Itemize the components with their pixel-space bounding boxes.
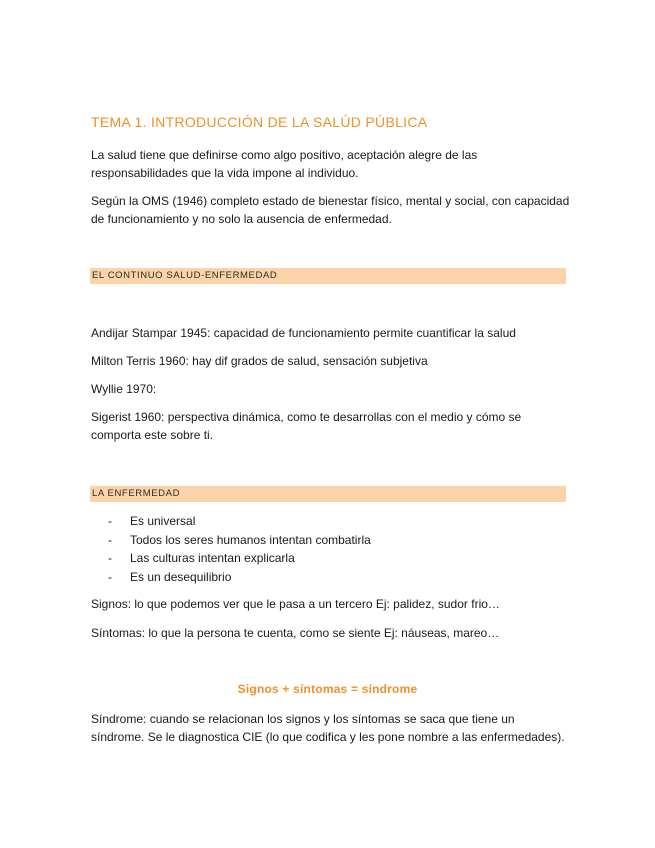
list-item-text: Las culturas intentan explicarla — [130, 551, 295, 565]
list-item — [91, 512, 551, 531]
paragraph-sintomas: Síntomas: lo que la persona te cuenta, como se siente Ej: náuseas, mareo… — [91, 626, 500, 640]
paragraph-wyllie: Wyllie 1970: — [91, 382, 157, 396]
bullet-dash: - — [108, 569, 112, 584]
bullet-dash: - — [108, 532, 112, 547]
section-heading-bar — [90, 268, 566, 284]
list-item-text: Todos los seres humanos intentan combatirla — [130, 532, 371, 547]
page-title: TEMA 1. INTRODUCCIÓN DE LA SALÚD PÚBLICA — [91, 114, 428, 130]
section-heading-enfermedad: LA ENFERMEDAD — [92, 488, 181, 499]
section-heading-bar — [90, 486, 566, 502]
bullet-dash: - — [108, 551, 112, 565]
list-item — [91, 549, 551, 568]
intro-paragraph-health-definition: La salud tiene que definirse como algo positivo, aceptación alegre de las responsabilidades que la vida impone al individuo. — [91, 148, 478, 180]
list-item — [91, 531, 551, 550]
formula-heading: Signos + síntomas = síndrome — [237, 682, 418, 696]
paragraph-signos: Signos: lo que podemos ver que le pasa a un tercero Ej: palidez, sudor frio… — [91, 597, 500, 611]
list-item — [91, 568, 551, 587]
paragraph-stampar: Andijar Stampar 1945: capacidad de funcionamiento permite cuantificar la salud — [91, 326, 516, 340]
bullet-dash: - — [108, 514, 112, 528]
bullet-list — [91, 512, 551, 586]
list-item-text: Es universal — [130, 514, 196, 528]
paragraph-sindrome: Síndrome: cuando se relacionan los signos y los síntomas se saca que tiene un síndrome. Se le diagnostica CIE (lo que codifica y les pone nombre a las enfermedades). — [91, 712, 565, 744]
paragraph-sigerist: Sigerist 1960: perspectiva dinámica, como te desarrollas con el medio y cómo se comporta este sobre ti. — [91, 410, 522, 442]
section-heading-continuo: EL CONTINUO SALUD-ENFERMEDAD — [92, 270, 278, 281]
intro-paragraph-oms: Según la OMS (1946) completo estado de bienestar físico, mental y social, con capacidad de funcionamiento y no solo la ausencia de enfermedad. — [91, 194, 570, 226]
list-item-text: Es un desequilibrio — [130, 569, 232, 584]
paragraph-terris: Milton Terris 1960: hay dif grados de salud, sensación subjetiva — [91, 354, 428, 368]
